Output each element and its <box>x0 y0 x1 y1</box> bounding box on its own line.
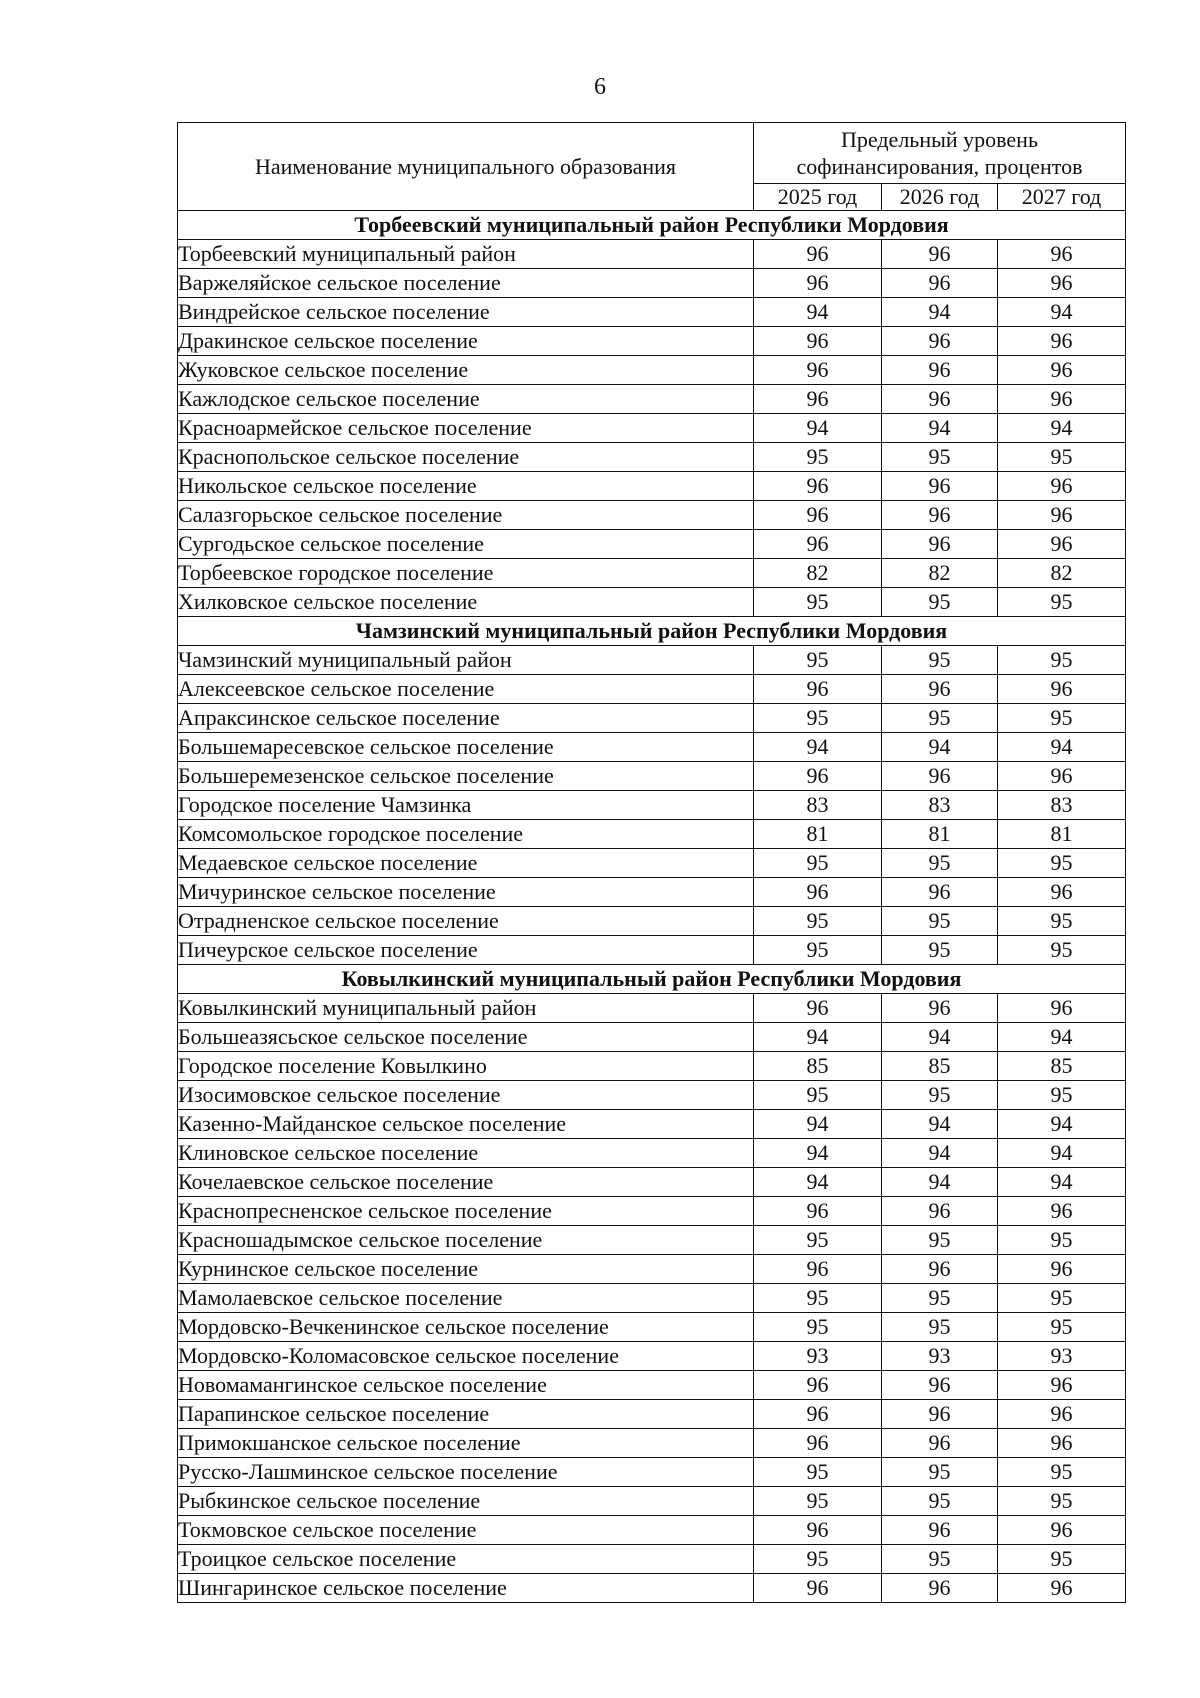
value-2027-cell: 95 <box>998 1313 1126 1342</box>
value-2026-cell: 95 <box>882 1545 998 1574</box>
section-row <box>178 965 1126 994</box>
value-2026-cell: 96 <box>882 501 998 530</box>
municipality-name-cell: Мичуринское сельское поселение <box>178 878 754 907</box>
section-row <box>178 617 1126 646</box>
value-2026-cell: 95 <box>882 1284 998 1313</box>
table-row <box>178 1400 1126 1429</box>
value-2026-cell: 94 <box>882 1110 998 1139</box>
value-2026-cell: 95 <box>882 849 998 878</box>
table-row <box>178 298 1126 327</box>
municipality-name-cell: Изосимовское сельское поселение <box>178 1081 754 1110</box>
value-2025-cell: 96 <box>754 501 882 530</box>
municipality-name-cell: Большеазясьское сельское поселение <box>178 1023 754 1052</box>
value-2027-cell: 94 <box>998 733 1126 762</box>
table-body <box>178 211 1126 1603</box>
municipality-name-cell: Чамзинский муниципальный район <box>178 646 754 675</box>
municipality-name-cell: Пичеурское сельское поселение <box>178 936 754 965</box>
municipality-name-cell: Комсомольское городское поселение <box>178 820 754 849</box>
municipality-name-cell: Красноармейское сельское поселение <box>178 414 754 443</box>
value-2027-cell: 96 <box>998 994 1126 1023</box>
municipality-name-cell: Мамолаевское сельское поселение <box>178 1284 754 1313</box>
value-2025-cell: 94 <box>754 298 882 327</box>
municipality-name-cell: Клиновское сельское поселение <box>178 1139 754 1168</box>
value-2027-cell: 94 <box>998 1139 1126 1168</box>
municipality-name-cell: Красношадымское сельское поселение <box>178 1226 754 1255</box>
table-row <box>178 791 1126 820</box>
cofinancing-table <box>177 122 1126 1603</box>
value-2027-cell: 96 <box>998 1429 1126 1458</box>
value-2025-cell: 96 <box>754 327 882 356</box>
value-2025-cell: 96 <box>754 472 882 501</box>
value-2026-cell: 81 <box>882 820 998 849</box>
value-2026-cell: 82 <box>882 559 998 588</box>
table-row <box>178 878 1126 907</box>
value-2025-cell: 95 <box>754 907 882 936</box>
table-row <box>178 1197 1126 1226</box>
table-header <box>178 123 1126 211</box>
value-2025-cell: 95 <box>754 704 882 733</box>
value-2026-cell: 94 <box>882 414 998 443</box>
value-2027-cell: 82 <box>998 559 1126 588</box>
column-header-year-2027: 2027 год <box>998 184 1126 211</box>
table-row <box>178 385 1126 414</box>
table-row <box>178 1081 1126 1110</box>
municipality-name-cell: Жуковское сельское поселение <box>178 356 754 385</box>
municipality-name-cell: Дракинское сельское поселение <box>178 327 754 356</box>
value-2025-cell: 95 <box>754 588 882 617</box>
table-row <box>178 849 1126 878</box>
table-row <box>178 559 1126 588</box>
value-2025-cell: 96 <box>754 1255 882 1284</box>
value-2025-cell: 95 <box>754 936 882 965</box>
value-2027-cell: 85 <box>998 1052 1126 1081</box>
value-2025-cell: 96 <box>754 1371 882 1400</box>
value-2027-cell: 96 <box>998 472 1126 501</box>
municipality-name-cell: Торбеевский муниципальный район <box>178 240 754 269</box>
value-2026-cell: 96 <box>882 1371 998 1400</box>
value-2026-cell: 95 <box>882 1226 998 1255</box>
table-row <box>178 1371 1126 1400</box>
value-2026-cell: 95 <box>882 1458 998 1487</box>
value-2025-cell: 96 <box>754 1516 882 1545</box>
table-row <box>178 1226 1126 1255</box>
value-2025-cell: 96 <box>754 240 882 269</box>
table-row <box>178 1574 1126 1603</box>
table-row <box>178 704 1126 733</box>
table-row <box>178 588 1126 617</box>
value-2027-cell: 96 <box>998 1371 1126 1400</box>
municipality-name-cell: Торбеевское городское поселение <box>178 559 754 588</box>
value-2027-cell: 96 <box>998 878 1126 907</box>
value-2025-cell: 94 <box>754 1168 882 1197</box>
value-2026-cell: 95 <box>882 646 998 675</box>
municipality-name-cell: Городское поселение Чамзинка <box>178 791 754 820</box>
value-2027-cell: 96 <box>998 1516 1126 1545</box>
table-row <box>178 1110 1126 1139</box>
value-2025-cell: 96 <box>754 1574 882 1603</box>
value-2027-cell: 96 <box>998 501 1126 530</box>
value-2025-cell: 96 <box>754 530 882 559</box>
municipality-name-cell: Мордовско-Коломасовское сельское поселение <box>178 1342 754 1371</box>
value-2027-cell: 95 <box>998 907 1126 936</box>
value-2026-cell: 85 <box>882 1052 998 1081</box>
municipality-name-cell: Казенно-Майданское сельское поселение <box>178 1110 754 1139</box>
value-2025-cell: 94 <box>754 1110 882 1139</box>
table-row <box>178 240 1126 269</box>
value-2027-cell: 95 <box>998 646 1126 675</box>
value-2026-cell: 95 <box>882 936 998 965</box>
municipality-name-cell: Краснопресненское сельское поселение <box>178 1197 754 1226</box>
table-row <box>178 1052 1126 1081</box>
value-2025-cell: 82 <box>754 559 882 588</box>
value-2027-cell: 96 <box>998 356 1126 385</box>
municipality-name-cell: Медаевское сельское поселение <box>178 849 754 878</box>
municipality-name-cell: Салазгорьское сельское поселение <box>178 501 754 530</box>
table-row <box>178 762 1126 791</box>
value-2026-cell: 83 <box>882 791 998 820</box>
value-2027-cell: 94 <box>998 414 1126 443</box>
table-row <box>178 356 1126 385</box>
municipality-name-cell: Большемаресевское сельское поселение <box>178 733 754 762</box>
table-row <box>178 1023 1126 1052</box>
municipality-name-cell: Варжеляйское сельское поселение <box>178 269 754 298</box>
table-row <box>178 733 1126 762</box>
value-2025-cell: 95 <box>754 1226 882 1255</box>
value-2025-cell: 96 <box>754 356 882 385</box>
value-2025-cell: 96 <box>754 1197 882 1226</box>
value-2026-cell: 95 <box>882 1487 998 1516</box>
value-2026-cell: 96 <box>882 1255 998 1284</box>
municipality-name-cell: Русско-Лашминское сельское поселение <box>178 1458 754 1487</box>
table-row <box>178 327 1126 356</box>
value-2026-cell: 95 <box>882 443 998 472</box>
value-2025-cell: 93 <box>754 1342 882 1371</box>
table-row <box>178 646 1126 675</box>
value-2027-cell: 95 <box>998 1487 1126 1516</box>
value-2026-cell: 93 <box>882 1342 998 1371</box>
municipality-name-cell: Токмовское сельское поселение <box>178 1516 754 1545</box>
value-2025-cell: 96 <box>754 1429 882 1458</box>
value-2025-cell: 95 <box>754 1284 882 1313</box>
value-2026-cell: 94 <box>882 1139 998 1168</box>
value-2027-cell: 95 <box>998 1226 1126 1255</box>
table-row <box>178 1255 1126 1284</box>
section-title: Чамзинский муниципальный район Республики Мордовия <box>178 617 1126 646</box>
table-row <box>178 675 1126 704</box>
value-2025-cell: 95 <box>754 1487 882 1516</box>
table-row <box>178 443 1126 472</box>
value-2027-cell: 95 <box>998 936 1126 965</box>
value-2027-cell: 96 <box>998 327 1126 356</box>
value-2026-cell: 96 <box>882 994 998 1023</box>
value-2025-cell: 96 <box>754 994 882 1023</box>
municipality-name-cell: Отрадненское сельское поселение <box>178 907 754 936</box>
value-2026-cell: 96 <box>882 1516 998 1545</box>
municipality-name-cell: Шингаринское сельское поселение <box>178 1574 754 1603</box>
value-2026-cell: 96 <box>882 762 998 791</box>
table-row <box>178 820 1126 849</box>
value-2026-cell: 96 <box>882 240 998 269</box>
value-2027-cell: 93 <box>998 1342 1126 1371</box>
value-2026-cell: 96 <box>882 1429 998 1458</box>
value-2026-cell: 95 <box>882 588 998 617</box>
value-2026-cell: 94 <box>882 1023 998 1052</box>
value-2025-cell: 94 <box>754 1139 882 1168</box>
municipality-name-cell: Троицкое сельское поселение <box>178 1545 754 1574</box>
municipality-name-cell: Новомамангинское сельское поселение <box>178 1371 754 1400</box>
table-row <box>178 530 1126 559</box>
municipality-name-cell: Кочелаевское сельское поселение <box>178 1168 754 1197</box>
value-2027-cell: 95 <box>998 588 1126 617</box>
municipality-name-cell: Примокшанское сельское поселение <box>178 1429 754 1458</box>
table-row <box>178 472 1126 501</box>
value-2027-cell: 95 <box>998 1545 1126 1574</box>
municipality-name-cell: Рыбкинское сельское поселение <box>178 1487 754 1516</box>
value-2027-cell: 96 <box>998 269 1126 298</box>
table-row <box>178 501 1126 530</box>
table-row <box>178 269 1126 298</box>
municipality-name-cell: Алексеевское сельское поселение <box>178 675 754 704</box>
table-row <box>178 1284 1126 1313</box>
table-row <box>178 1139 1126 1168</box>
value-2027-cell: 95 <box>998 1081 1126 1110</box>
value-2026-cell: 96 <box>882 356 998 385</box>
value-2027-cell: 95 <box>998 849 1126 878</box>
table-row <box>178 994 1126 1023</box>
value-2025-cell: 94 <box>754 733 882 762</box>
value-2025-cell: 94 <box>754 414 882 443</box>
table-row <box>178 1342 1126 1371</box>
value-2026-cell: 95 <box>882 1313 998 1342</box>
value-2027-cell: 94 <box>998 298 1126 327</box>
value-2025-cell: 81 <box>754 820 882 849</box>
value-2025-cell: 85 <box>754 1052 882 1081</box>
municipality-name-cell: Виндрейское сельское поселение <box>178 298 754 327</box>
section-title: Ковылкинский муниципальный район Республики Мордовия <box>178 965 1126 994</box>
value-2026-cell: 95 <box>882 704 998 733</box>
value-2026-cell: 96 <box>882 530 998 559</box>
value-2025-cell: 96 <box>754 269 882 298</box>
municipality-name-cell: Мордовско-Вечкенинское сельское поселение <box>178 1313 754 1342</box>
value-2027-cell: 95 <box>998 443 1126 472</box>
value-2025-cell: 94 <box>754 1023 882 1052</box>
value-2026-cell: 96 <box>882 385 998 414</box>
value-2027-cell: 94 <box>998 1110 1126 1139</box>
table-row <box>178 1313 1126 1342</box>
table-row <box>178 1168 1126 1197</box>
value-2026-cell: 95 <box>882 907 998 936</box>
value-2027-cell: 96 <box>998 1400 1126 1429</box>
value-2027-cell: 96 <box>998 1197 1126 1226</box>
value-2026-cell: 96 <box>882 1197 998 1226</box>
municipality-name-cell: Курнинское сельское поселение <box>178 1255 754 1284</box>
value-2025-cell: 96 <box>754 385 882 414</box>
value-2026-cell: 95 <box>882 1081 998 1110</box>
table-row <box>178 907 1126 936</box>
value-2025-cell: 96 <box>754 1400 882 1429</box>
section-row <box>178 211 1126 240</box>
section-title: Торбеевский муниципальный район Республики Мордовия <box>178 211 1126 240</box>
value-2026-cell: 94 <box>882 733 998 762</box>
municipality-name-cell: Сургодьское сельское поселение <box>178 530 754 559</box>
municipality-name-cell: Краснопольское сельское поселение <box>178 443 754 472</box>
value-2026-cell: 96 <box>882 675 998 704</box>
value-2025-cell: 95 <box>754 443 882 472</box>
table-row <box>178 1545 1126 1574</box>
value-2025-cell: 96 <box>754 675 882 704</box>
municipality-name-cell: Хилковское сельское поселение <box>178 588 754 617</box>
municipality-name-cell: Кажлодское сельское поселение <box>178 385 754 414</box>
value-2026-cell: 96 <box>882 878 998 907</box>
municipality-name-cell: Парапинское сельское поселение <box>178 1400 754 1429</box>
column-header-name: Наименование муниципального образования <box>178 123 754 211</box>
municipality-name-cell: Никольское сельское поселение <box>178 472 754 501</box>
value-2026-cell: 94 <box>882 298 998 327</box>
value-2025-cell: 83 <box>754 791 882 820</box>
municipality-name-cell: Большеремезенское сельское поселение <box>178 762 754 791</box>
value-2027-cell: 96 <box>998 675 1126 704</box>
value-2026-cell: 96 <box>882 1400 998 1429</box>
value-2027-cell: 94 <box>998 1168 1126 1197</box>
page-number: 6 <box>594 74 606 100</box>
value-2026-cell: 96 <box>882 472 998 501</box>
value-2027-cell: 96 <box>998 1574 1126 1603</box>
table-row <box>178 1516 1126 1545</box>
column-header-level: Предельный уровень софинансирования, процентов <box>754 123 1126 184</box>
column-header-year-2026: 2026 год <box>882 184 998 211</box>
value-2027-cell: 95 <box>998 1284 1126 1313</box>
value-2025-cell: 95 <box>754 1458 882 1487</box>
value-2026-cell: 96 <box>882 269 998 298</box>
value-2027-cell: 94 <box>998 1023 1126 1052</box>
value-2027-cell: 95 <box>998 704 1126 733</box>
value-2025-cell: 95 <box>754 1313 882 1342</box>
value-2026-cell: 96 <box>882 327 998 356</box>
value-2027-cell: 96 <box>998 530 1126 559</box>
value-2025-cell: 95 <box>754 1081 882 1110</box>
table-row <box>178 414 1126 443</box>
value-2027-cell: 96 <box>998 1255 1126 1284</box>
municipality-name-cell: Апраксинское сельское поселение <box>178 704 754 733</box>
column-header-year-2025: 2025 год <box>754 184 882 211</box>
table-row <box>178 1458 1126 1487</box>
value-2027-cell: 96 <box>998 240 1126 269</box>
value-2026-cell: 94 <box>882 1168 998 1197</box>
value-2026-cell: 96 <box>882 1574 998 1603</box>
value-2027-cell: 96 <box>998 762 1126 791</box>
municipality-name-cell: Ковылкинский муниципальный район <box>178 994 754 1023</box>
value-2025-cell: 96 <box>754 762 882 791</box>
value-2025-cell: 96 <box>754 878 882 907</box>
table-row <box>178 1487 1126 1516</box>
value-2027-cell: 95 <box>998 1458 1126 1487</box>
table-row <box>178 936 1126 965</box>
value-2027-cell: 83 <box>998 791 1126 820</box>
value-2027-cell: 96 <box>998 385 1126 414</box>
value-2025-cell: 95 <box>754 849 882 878</box>
municipality-name-cell: Городское поселение Ковылкино <box>178 1052 754 1081</box>
table-row <box>178 1429 1126 1458</box>
value-2025-cell: 95 <box>754 1545 882 1574</box>
value-2027-cell: 81 <box>998 820 1126 849</box>
value-2025-cell: 95 <box>754 646 882 675</box>
